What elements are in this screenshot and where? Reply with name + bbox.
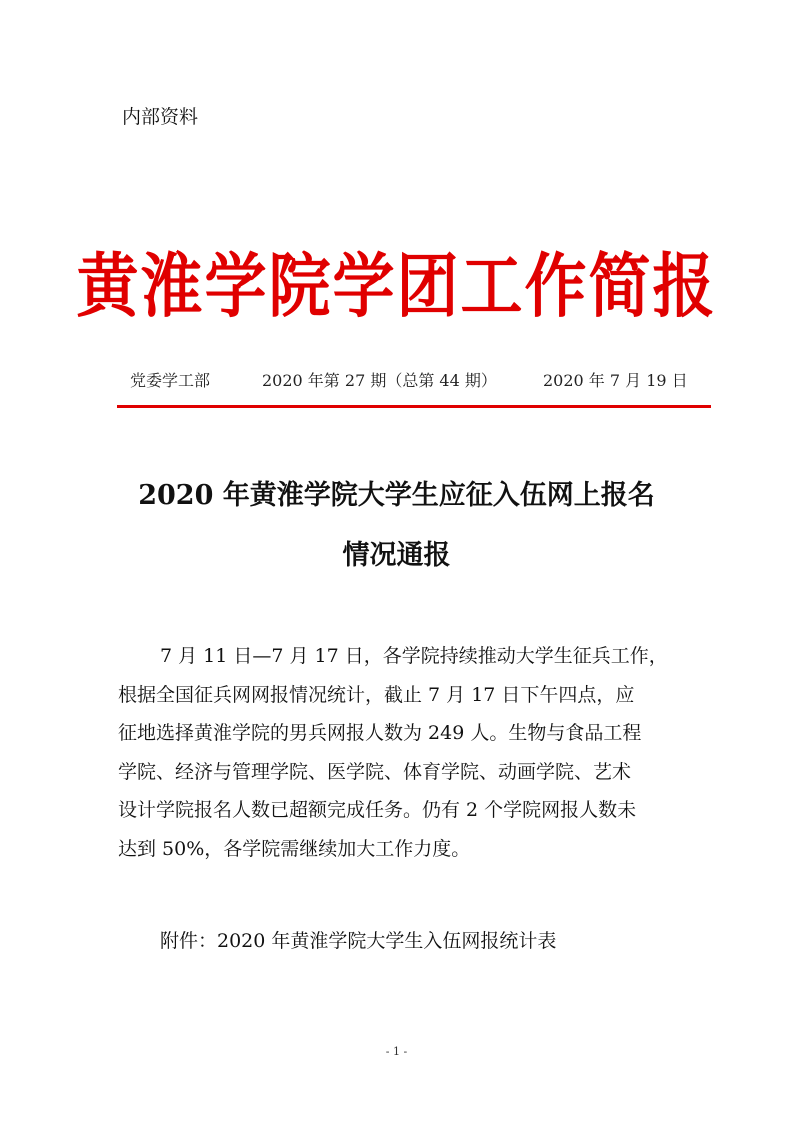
- body-line: 征地选择黄淮学院的男兵网报人数为 249 人。生物与食品工程: [118, 722, 642, 744]
- body-line: 设计学院报名人数已超额完成任务。仍有 2 个学院网报人数未: [118, 799, 637, 821]
- document-title-line-1: 2020 年黄淮学院大学生应征入伍网上报名: [138, 480, 655, 511]
- classification-label: 内部资料: [122, 106, 199, 128]
- body-line: 学院、经济与管理学院、医学院、体育学院、动画学院、艺术: [118, 760, 632, 783]
- issue-date: 2020 年 7 月 19 日: [543, 371, 688, 390]
- body-line: 根据全国征兵网网报情况统计，截止 7 月 17 日下午四点，应: [118, 683, 635, 706]
- newsletter-masthead: 黄淮学院学团工作简报: [76, 244, 717, 327]
- attachment-note: 附件：2020 年黄淮学院大学生入伍网报统计表: [160, 930, 557, 952]
- issue-number: 2020 年第 27 期（总第 44 期）: [262, 371, 497, 390]
- issuing-department: 党委学工部: [130, 371, 211, 390]
- page-number: - 1 -: [385, 1045, 408, 1058]
- document-title-line-2: 情况通报: [342, 540, 451, 571]
- red-divider: [117, 405, 711, 408]
- body-line: 7 月 11 日—7 月 17 日，各学院持续推动大学生征兵工作，: [160, 645, 668, 667]
- body-line: 达到 50%，各学院需继续加大工作力度。: [118, 837, 471, 860]
- body-paragraph: [118, 637, 708, 868]
